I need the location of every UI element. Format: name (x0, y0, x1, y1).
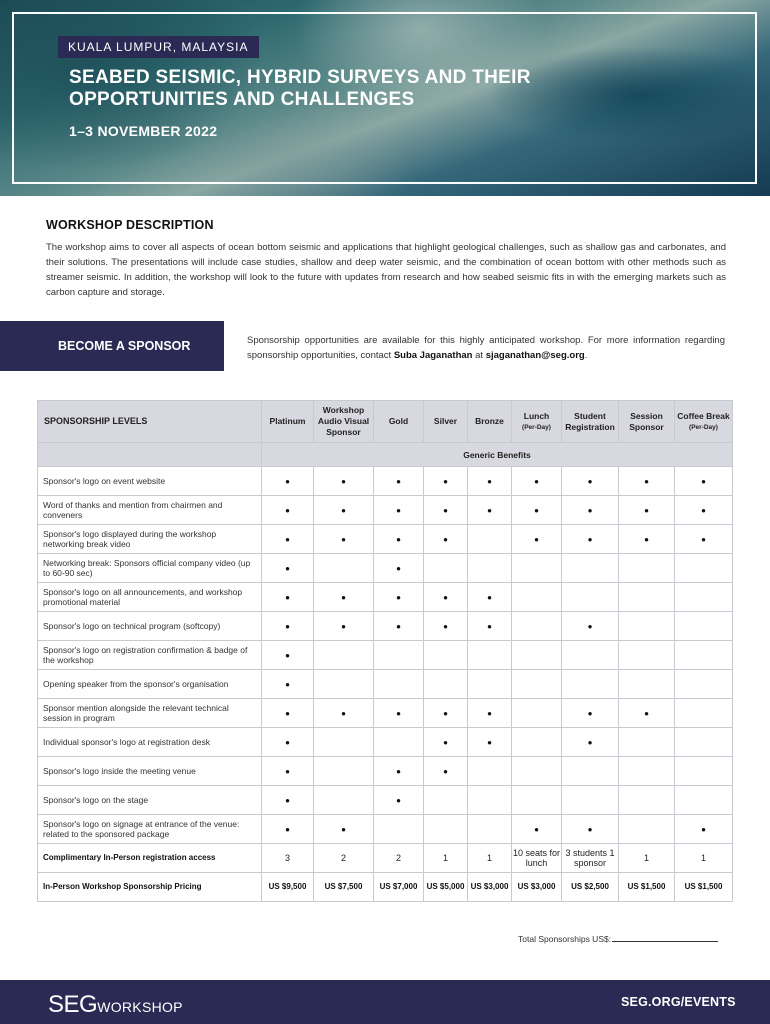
column-header-label: Coffee Break (677, 410, 730, 421)
benefit-included-dot: • (619, 496, 675, 525)
pricing-value: US $9,500 (262, 873, 314, 902)
benefit-empty-cell (675, 728, 733, 757)
benefit-included-dot: • (374, 467, 424, 496)
benefit-included-dot: • (262, 815, 314, 844)
benefit-label: Sponsor's logo on event website (38, 467, 262, 496)
benefit-empty-cell (562, 583, 619, 612)
benefit-included-dot: • (512, 467, 562, 496)
benefit-empty-cell (314, 670, 374, 699)
logo-main: SEG (48, 991, 98, 1018)
benefit-row (38, 525, 733, 554)
pricing-value: US $7,000 (374, 873, 424, 902)
benefit-empty-cell (562, 757, 619, 786)
benefit-empty-cell (675, 641, 733, 670)
benefit-row (38, 496, 733, 525)
benefit-included-dot: • (262, 728, 314, 757)
benefit-empty-cell (619, 786, 675, 815)
benefit-row (38, 554, 733, 583)
benefit-included-dot: • (675, 467, 733, 496)
column-header-note: (Per-Day) (689, 423, 718, 431)
benefit-included-dot: • (314, 496, 374, 525)
benefit-row (38, 757, 733, 786)
benefit-empty-cell (468, 641, 512, 670)
registration-value: 2 (374, 844, 424, 873)
benefit-included-dot: • (314, 583, 374, 612)
benefit-included-dot: • (374, 554, 424, 583)
benefit-included-dot: • (424, 583, 468, 612)
benefit-included-dot: • (675, 815, 733, 844)
benefit-row (38, 583, 733, 612)
benefit-included-dot: • (512, 525, 562, 554)
benefit-empty-cell (512, 641, 562, 670)
hero-date: 1–3 NOVEMBER 2022 (69, 123, 218, 139)
registration-value: 3 students 1 sponsor (562, 844, 619, 873)
column-header-label: Silver (433, 416, 458, 426)
column-header-label: Student Registration (565, 410, 615, 432)
benefit-row (38, 467, 733, 496)
hero-banner (0, 0, 770, 196)
benefit-label: Sponsor's logo inside the meeting venue (38, 757, 262, 786)
logo-sub: WORKSHOP (97, 999, 183, 1015)
benefit-empty-cell (512, 728, 562, 757)
benefit-included-dot: • (562, 815, 619, 844)
sponsor-band-title: BECOME A SPONSOR (58, 339, 191, 353)
benefit-row (38, 815, 733, 844)
generic-benefits-row (38, 443, 733, 467)
benefit-included-dot: • (468, 496, 512, 525)
total-label: Total Sponsorships US$: (518, 934, 612, 944)
generic-benefits-label: Generic Benefits (262, 443, 733, 467)
benefit-empty-cell (468, 757, 512, 786)
registration-value: 2 (314, 844, 374, 873)
benefit-included-dot: • (619, 699, 675, 728)
benefit-included-dot: • (314, 699, 374, 728)
benefit-included-dot: • (314, 612, 374, 641)
benefit-included-dot: • (262, 757, 314, 786)
registration-row (38, 844, 733, 873)
benefit-empty-cell (512, 757, 562, 786)
benefit-included-dot: • (424, 525, 468, 554)
column-header (562, 401, 619, 443)
benefit-empty-cell (314, 641, 374, 670)
benefit-included-dot: • (262, 641, 314, 670)
benefit-empty-cell (562, 786, 619, 815)
sponsor-text (247, 333, 725, 363)
benefit-empty-cell (675, 670, 733, 699)
benefit-included-dot: • (262, 670, 314, 699)
pricing-row (38, 873, 733, 902)
pricing-value: US $2,500 (562, 873, 619, 902)
benefit-included-dot: • (262, 467, 314, 496)
column-header (512, 401, 562, 443)
benefit-empty-cell (468, 554, 512, 583)
benefit-included-dot: • (262, 699, 314, 728)
benefit-empty-cell (619, 670, 675, 699)
benefit-empty-cell (619, 728, 675, 757)
benefit-empty-cell (424, 670, 468, 699)
column-header-label: Bronze (475, 416, 504, 426)
description-title: WORKSHOP DESCRIPTION (46, 218, 214, 232)
benefit-empty-cell (619, 641, 675, 670)
benefit-empty-cell (374, 641, 424, 670)
column-header (619, 401, 675, 443)
benefit-label: Sponsor's logo displayed during the workshop networking break video (38, 525, 262, 554)
benefit-empty-cell (619, 612, 675, 641)
benefit-included-dot: • (562, 699, 619, 728)
benefit-included-dot: • (468, 467, 512, 496)
seg-workshop-logo (48, 991, 183, 1019)
benefit-included-dot: • (424, 699, 468, 728)
benefit-included-dot: • (512, 496, 562, 525)
benefit-row (38, 786, 733, 815)
benefit-row (38, 612, 733, 641)
column-header (374, 401, 424, 443)
benefit-empty-cell (562, 554, 619, 583)
benefit-included-dot: • (374, 525, 424, 554)
benefit-label: Sponsor's logo on all announcements, and workshop promotional material (38, 583, 262, 612)
benefit-row (38, 728, 733, 757)
benefit-included-dot: • (374, 583, 424, 612)
pricing-value: US $7,500 (314, 873, 374, 902)
benefit-empty-cell (314, 554, 374, 583)
benefit-empty-cell (374, 670, 424, 699)
column-header (262, 401, 314, 443)
benefit-label: Sponsor's logo on registration confirmation & badge of the workshop (38, 641, 262, 670)
benefit-included-dot: • (374, 496, 424, 525)
events-link[interactable]: SEG.ORG/EVENTS (621, 995, 736, 1009)
benefit-label: Word of thanks and mention from chairmen and conveners (38, 496, 262, 525)
total-sponsorships (518, 933, 718, 944)
benefit-row (38, 670, 733, 699)
description-body: The workshop aims to cover all aspects of ocean bottom seismic and applications that highlight geological challenges, such as shallow gas and carbonates, and their solutions. The presentations will include case studies, shallow and deep water seismic, and the combination of ocean bottom with other methods such as streamer seismic. In addition, the workshop will look to the future with updates from research and how seabed seismic fits in with the emerging markets such as carbon capture and storage. (46, 242, 726, 298)
generic-benefits-spacer (38, 443, 262, 467)
benefit-included-dot: • (562, 728, 619, 757)
benefit-included-dot: • (619, 467, 675, 496)
benefit-label: Sponsor's logo on the stage (38, 786, 262, 815)
benefit-row (38, 699, 733, 728)
benefit-included-dot: • (262, 786, 314, 815)
benefit-empty-cell (619, 554, 675, 583)
registration-value: 3 (262, 844, 314, 873)
sponsor-text-intro: Sponsorship opportunities are available for this highly anticipated workshop. For more information regarding sponsorship opportunities, contact (247, 335, 725, 361)
benefit-included-dot: • (468, 583, 512, 612)
benefit-label: Opening speaker from the sponsor's organisation (38, 670, 262, 699)
benefit-included-dot: • (262, 583, 314, 612)
benefit-included-dot: • (675, 496, 733, 525)
registration-label: Complimentary In-Person registration access (38, 844, 262, 873)
column-header-label: Workshop Audio Visual Sponsor (317, 405, 370, 437)
registration-value: 10 seats for lunch (512, 844, 562, 873)
table-body (38, 443, 733, 902)
benefit-included-dot: • (562, 467, 619, 496)
table-header-row (38, 401, 733, 443)
pricing-value: US $3,000 (512, 873, 562, 902)
benefit-included-dot: • (562, 612, 619, 641)
benefit-label: Networking break: Sponsors official company video (up to 60-90 sec) (38, 554, 262, 583)
benefit-included-dot: • (262, 554, 314, 583)
benefit-label: Individual sponsor's logo at registration desk (38, 728, 262, 757)
benefit-included-dot: • (512, 815, 562, 844)
benefit-included-dot: • (562, 496, 619, 525)
column-header-note: (Per-Day) (522, 423, 551, 431)
benefit-label: Sponsor's logo on technical program (softcopy) (38, 612, 262, 641)
benefit-empty-cell (468, 525, 512, 554)
benefit-empty-cell (619, 583, 675, 612)
sponsor-text-end: . (584, 350, 588, 361)
benefit-included-dot: • (314, 467, 374, 496)
total-input-line[interactable] (612, 933, 718, 942)
pricing-value: US $1,500 (675, 873, 733, 902)
benefit-empty-cell (424, 815, 468, 844)
benefit-empty-cell (374, 815, 424, 844)
benefit-empty-cell (562, 641, 619, 670)
column-header-label: Session Sponsor (629, 410, 664, 432)
benefit-included-dot: • (424, 728, 468, 757)
benefit-included-dot: • (619, 525, 675, 554)
sponsor-contact-name: Suba Jaganathan (393, 350, 473, 361)
column-header (314, 401, 374, 443)
benefit-included-dot: • (562, 525, 619, 554)
registration-value: 1 (675, 844, 733, 873)
benefit-empty-cell (512, 786, 562, 815)
benefit-empty-cell (468, 670, 512, 699)
benefit-empty-cell (314, 728, 374, 757)
benefit-label: Sponsor mention alongside the relevant technical session in program (38, 699, 262, 728)
benefit-included-dot: • (262, 612, 314, 641)
pricing-value: US $1,500 (619, 873, 675, 902)
benefit-empty-cell (424, 554, 468, 583)
benefit-empty-cell (512, 670, 562, 699)
hero-location: KUALA LUMPUR, MALAYSIA (58, 36, 259, 58)
benefit-included-dot: • (374, 612, 424, 641)
levels-header: SPONSORSHIP LEVELS (38, 401, 262, 443)
benefit-empty-cell (314, 757, 374, 786)
benefit-empty-cell (314, 786, 374, 815)
benefit-empty-cell (562, 670, 619, 699)
benefit-included-dot: • (262, 525, 314, 554)
benefit-empty-cell (675, 757, 733, 786)
benefit-empty-cell (675, 786, 733, 815)
benefit-included-dot: • (424, 612, 468, 641)
benefit-empty-cell (424, 641, 468, 670)
benefit-included-dot: • (468, 612, 512, 641)
benefit-empty-cell (675, 554, 733, 583)
benefit-included-dot: • (675, 525, 733, 554)
benefit-empty-cell (675, 699, 733, 728)
benefit-empty-cell (512, 583, 562, 612)
benefit-included-dot: • (374, 786, 424, 815)
benefit-included-dot: • (314, 815, 374, 844)
benefit-included-dot: • (468, 699, 512, 728)
pricing-label: In-Person Workshop Sponsorship Pricing (38, 873, 262, 902)
benefit-empty-cell (374, 728, 424, 757)
benefit-empty-cell (512, 699, 562, 728)
pricing-value: US $5,000 (424, 873, 468, 902)
column-header (675, 401, 733, 443)
sponsor-text-at: at (472, 350, 486, 361)
benefit-row (38, 641, 733, 670)
benefit-empty-cell (468, 815, 512, 844)
column-header-label: Platinum (269, 416, 306, 426)
benefit-included-dot: • (424, 467, 468, 496)
benefit-empty-cell (424, 786, 468, 815)
benefit-included-dot: • (424, 757, 468, 786)
benefit-empty-cell (468, 786, 512, 815)
benefit-included-dot: • (468, 728, 512, 757)
benefit-included-dot: • (374, 699, 424, 728)
column-header-label: Lunch (523, 410, 550, 421)
hero-title: SEABED SEISMIC, HYBRID SURVEYS AND THEIR OPPORTUNITIES AND CHALLENGES (69, 67, 531, 110)
sponsor-contact-email[interactable]: sjaganathan@seg.org (485, 350, 585, 361)
benefit-included-dot: • (374, 757, 424, 786)
pricing-value: US $3,000 (468, 873, 512, 902)
column-header-label: Gold (388, 416, 409, 426)
column-header (468, 401, 512, 443)
registration-value: 1 (424, 844, 468, 873)
benefit-label: Sponsor's logo on signage at entrance of the venue: related to the sponsored package (38, 815, 262, 844)
registration-value: 1 (468, 844, 512, 873)
benefit-empty-cell (512, 554, 562, 583)
benefit-included-dot: • (262, 496, 314, 525)
benefit-included-dot: • (314, 525, 374, 554)
benefit-empty-cell (675, 583, 733, 612)
benefit-empty-cell (512, 612, 562, 641)
benefit-empty-cell (675, 612, 733, 641)
column-header (424, 401, 468, 443)
sponsorship-table (37, 400, 733, 902)
registration-value: 1 (619, 844, 675, 873)
benefit-empty-cell (619, 815, 675, 844)
benefit-included-dot: • (424, 496, 468, 525)
benefit-empty-cell (619, 757, 675, 786)
